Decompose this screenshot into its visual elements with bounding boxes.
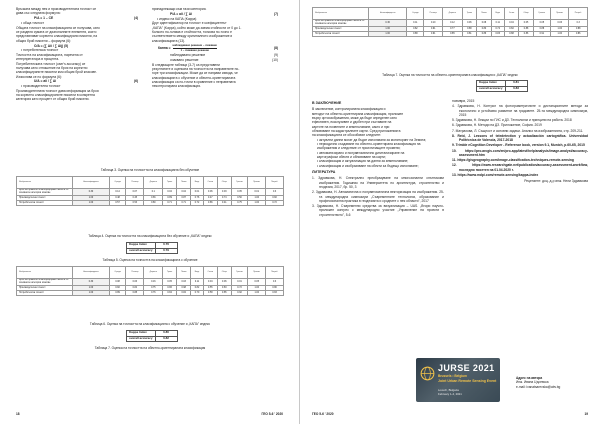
text-line: класификацията с обучение и обектно-ориентираната: [152, 75, 236, 80]
table-cell: 1.00: [248, 196, 266, 201]
table-row: [17, 291, 284, 296]
table-cell: 0.82: [191, 286, 203, 291]
table-cell: 0.04: [177, 189, 191, 196]
text-line: съответствието между оригиналното изображение и: [152, 34, 233, 39]
table-cell: 0.81: [462, 32, 476, 37]
table-cell: 0.80: [477, 27, 492, 32]
list-item: • класификация и изобразяване на обекти за бъдещо използване;: [317, 163, 419, 168]
table-cell: 0.86: [569, 32, 588, 37]
column-header: Вода: [191, 267, 203, 279]
column-header: Сенки: [504, 8, 519, 20]
table-cell: 0.83: [217, 286, 231, 291]
contact-email[interactable]: e-mail: ivanatsarevska@abv.bg: [516, 384, 561, 389]
text-line: категория като процент от общия брой пиксели.: [16, 97, 90, 102]
table-cell: 0.82: [109, 286, 125, 291]
text-line: на класификацията се обособяват следните:: [312, 133, 382, 138]
column-header: Изображение: [17, 177, 73, 189]
table-cell: 0.58: [203, 291, 217, 296]
metric-label: overall accuracy: [127, 336, 156, 342]
table-cell: 0.01: [191, 189, 203, 196]
column-header: Грешка: [533, 8, 550, 20]
table-cell: 0.86: [203, 201, 217, 206]
table-cell: 0.11: [407, 20, 424, 27]
table-cell: 0.85: [217, 291, 231, 296]
column-header: Дървета: [144, 267, 163, 279]
text-line: ефективен, ексклузивен и удобен при съставяне на: [312, 120, 392, 125]
column-header: Общо: [217, 267, 231, 279]
table-cell: 0.16: [144, 279, 163, 286]
table-4-caption: Таблица 4. Оценка на точността на класификацията без обучение и „КАПА" индекс: [88, 234, 212, 238]
metric-value: 0.79: [155, 248, 177, 254]
metric-value: 0.76: [155, 243, 177, 249]
left-column-1: [16, 7, 144, 102]
table-header-row: [313, 8, 588, 20]
text-line: интерпретатора в процента.: [16, 57, 60, 62]
column-header: Изображение: [313, 8, 369, 20]
table-header-row: [17, 267, 284, 279]
table-cell: 0.80: [144, 201, 163, 206]
table-cell: 0.41: [217, 201, 231, 206]
table-cell: 0.87: [177, 196, 191, 201]
table-cell: 1.00: [248, 291, 266, 296]
table-cell: 0.71: [177, 201, 191, 206]
column-header: Потреб.: [266, 177, 284, 189]
table-cell: 0.91: [424, 27, 443, 32]
list-item: картографски обекти и обновяване на карти;: [317, 155, 386, 160]
table-cell: 0.72: [191, 201, 203, 206]
column-header: Общо: [519, 8, 533, 20]
table-cell: 0.11: [191, 279, 203, 286]
table-7-caption: Таблица 7. Оценка на точността на обектно-ориентираната класификация: [94, 346, 206, 350]
metric-label: Kappa Index: [127, 243, 156, 249]
table-cell: 1.00: [551, 32, 569, 37]
list-item: • периодично създаване на обектно-ориентирана класификация на: [317, 141, 421, 146]
table-cell: 0.75: [231, 201, 248, 206]
table-cell: 0.92: [231, 291, 248, 296]
reference-link[interactable]: 13. https://www.mdpi.com/remote-sensing/kappa-index: [452, 173, 539, 178]
table-cell: 1.00: [551, 27, 569, 32]
column-header: Сгради: [109, 267, 125, 279]
column-header: Сенки: [203, 267, 217, 279]
text-line: В следващите таблици (3-7) са представени: [152, 62, 220, 67]
table-3: [16, 176, 284, 206]
table-cell: 0.86: [477, 32, 492, 37]
table-row: [313, 32, 588, 37]
row-label: Потребителска точност: [17, 291, 73, 296]
text-line: дава със следната формула:: [16, 11, 61, 16]
table-3-caption: Таблица 3. Оценка на точността на класификацията без обучение: [100, 168, 200, 172]
text-line: картите на почвените и земеползване, както и при: [312, 124, 390, 129]
metric-value: 0.83: [505, 86, 527, 92]
row-label: Брой на правилно класифицирани пиксели по основните категории класове: [17, 279, 73, 286]
reference-item: 7. Матрахова, Л. Същност и основни задачи. Анализ на изображенията, стр. 209-211.: [452, 128, 584, 133]
row-label: Производителна точност: [17, 286, 73, 291]
text-line: на коректно класифицираните пиксели в конкретна: [16, 93, 95, 98]
table-cell: 0.72: [231, 286, 248, 291]
reference-link[interactable]: 11. https://gisgeography.com/image-classification-techniques-remote-sensing: [452, 158, 574, 163]
text-line: класификацията (13).: [152, 38, 186, 43]
column-header: Трева: [462, 8, 476, 20]
table-cell: 0.45: [126, 196, 144, 201]
table-row: [17, 189, 284, 196]
table-cell: 0.08: [477, 20, 492, 27]
text-line: неконтролирана класификация.: [152, 84, 201, 89]
table-cell: 0.75: [144, 286, 163, 291]
reference-item: 6. Здравкова, Н. Методи на ДЗ. Приложение, София. 2019: [452, 123, 542, 128]
row-label: Потребителска точност: [17, 201, 73, 206]
equation-4: P/A = 1 – CE (4): [34, 16, 138, 21]
table-cell: 1.00: [73, 201, 110, 206]
table-cell: 0.71: [163, 201, 177, 206]
table-cell: 0.30: [369, 20, 407, 27]
table-cell: 0.06: [217, 279, 231, 286]
text-line: Производителната точност дава информация за броя: [16, 88, 99, 93]
left-column-2: [152, 7, 284, 89]
table-8-caption: Таблица 7. Оценка на точността на обектно-ориентираната класификация и „КАПА" индекс: [382, 73, 518, 77]
table-cell: 0.86: [519, 32, 533, 37]
equation-10: очаквано решение (10): [170, 57, 278, 62]
banner-date: February 1-4, 2021: [438, 392, 462, 396]
text-line: В заключение, контролираната класификация и: [312, 107, 386, 112]
table-cell: 0.85: [443, 32, 463, 37]
column-header: Произв.: [248, 177, 266, 189]
table-cell: 0.1: [144, 189, 163, 196]
equation-8: Каппа = наблюдавано решение − очаквано 1 − очаквано решение (8): [158, 44, 278, 52]
table-6: [126, 330, 178, 342]
equation-7: P/A = aii / ∑ Ai (7): [170, 11, 278, 16]
column-header: Неласифицирано: [369, 8, 407, 20]
equation-6: U/A = aii / ∑ Ai (6): [34, 79, 138, 84]
table-cell: 0.3: [266, 189, 284, 196]
metric-label: overall accuracy: [127, 248, 156, 254]
column-header: Пътища: [424, 8, 443, 20]
equation-9: наблюдавано решение (9): [170, 52, 278, 57]
contact-line: Инж. Ивана Църевска: [516, 380, 549, 385]
table-8: [476, 80, 528, 92]
table-cell: 0.06: [551, 20, 569, 27]
table-header-row: [17, 177, 284, 189]
banner-place: Lovech, Bulgaria: [438, 388, 459, 392]
reference-item: 8. Reid, J. Lessons of teledetection y actualización cartográfica. Universidad Politécnica de Valencia, 2017-2018: [452, 133, 588, 143]
table-6-caption: Таблица 6. Оценка на точността на класификацията с обучение и „КАПА" индекс: [89, 322, 211, 326]
table-cell: 0.70: [191, 291, 203, 296]
table-row: [313, 20, 588, 27]
list-item: • актуални данни могат да бъдат използвани за мониторинг на Земята;: [317, 137, 427, 142]
text-line: класифицираните пиксели към общия брой класове.: [16, 70, 97, 75]
table-cell: 0.53: [126, 201, 144, 206]
column-header: Пътища: [126, 177, 144, 189]
table-cell: 0.88: [462, 27, 476, 32]
conference-banner: [416, 358, 500, 402]
table-cell: 0.74: [491, 27, 504, 32]
table-cell: 0.05: [163, 279, 177, 286]
column-header: Грешка: [231, 177, 248, 189]
table-cell: 0.88: [519, 27, 533, 32]
text-line: „КАПА" (Kappa), който може да заема стойности от 0 до 1.: [152, 25, 242, 30]
table-cell: 0.01: [231, 279, 248, 286]
table-cell: 0.30: [73, 189, 110, 196]
table-cell: 0.88: [126, 291, 144, 296]
column-header: Сенки: [203, 177, 217, 189]
row-label: Брой на правилно класифицирани пиксели по основните категории класове: [313, 20, 369, 27]
list-item: • автоматизирано и полуавтоматично дигитализиране на: [317, 150, 405, 155]
text-line: горе три класификации. Може да се направи извода, че: [152, 71, 238, 76]
column-header: Сгради: [109, 177, 125, 189]
table-cell: 0.03: [177, 279, 191, 286]
text-line: върху ортоизображения, може да бъде определен като: [312, 115, 397, 120]
text-line: общия брой пиксели – формула (6):: [16, 38, 72, 43]
column-header: Произв.: [248, 267, 266, 279]
table-cell: 1.00: [73, 291, 110, 296]
column-header: Общо: [217, 177, 231, 189]
table-cell: 0.07: [126, 189, 144, 196]
table-cell: 0.89: [163, 196, 177, 201]
table-cell: 0.82: [504, 27, 519, 32]
text-line: принадлежащи към тази категория.: [152, 7, 207, 11]
right-page: [300, 0, 600, 424]
metric-value: 0.81: [505, 81, 527, 87]
table-cell: 0.06: [462, 20, 476, 27]
contact-heading: Адрес на автора: [516, 376, 543, 380]
table-cell: 0.88: [533, 27, 550, 32]
table-cell: 0.84: [177, 291, 191, 296]
conclusion-heading: В ЗАКЛЮЧЕНИЕ: [312, 101, 342, 105]
list-item: изображения и следствие от произтичащите промени;: [317, 146, 401, 151]
table-cell: 0.3: [569, 20, 588, 27]
equation-note: • обща точност: [21, 21, 45, 26]
text-line: Потребителската точност (user's accuracy) се: [16, 61, 86, 66]
column-header: Потреб.: [266, 267, 284, 279]
reference-link[interactable]: 12. https://www.researchgate.net/publication/accuracy-assessment-workflow, последно посетен на 01.04.2020 г.: [452, 163, 588, 172]
page-number: 18: [16, 411, 20, 416]
metric-label: Kappa Index: [127, 331, 156, 337]
table-cell: 1.00: [248, 286, 266, 291]
metric-label: overall accuracy: [477, 86, 506, 92]
table-cell: 0.02: [163, 189, 177, 196]
table-cell: 1.00: [369, 32, 407, 37]
column-header: Почва: [177, 177, 191, 189]
table-cell: 0.84: [163, 291, 177, 296]
right-column-1: [312, 99, 444, 218]
table-cell: 0.89: [109, 291, 125, 296]
metric-value: 0.80: [155, 331, 177, 337]
text-line: представляват коректно класифицирани пиксели, на: [16, 34, 98, 39]
table-cell: 0.84: [126, 286, 144, 291]
table-row: [477, 86, 528, 92]
reference-item: 4. Здравкова, Н. Контрол на фотограметричните и дистанционните методи за екологично и устойчиво развитие на градовете. 25-та международна симпозиум, 2015: [452, 104, 588, 117]
reference-link[interactable]: 10. https://pro.arcgis.com/en/pro-app/latest/help/analysis/image-analyst/accuracy-assessment.htm: [452, 148, 588, 158]
text-line: методът на обектно-ориентирана класификация, приложен: [312, 111, 404, 116]
text-line: Колкото по-голяма е стойността, толкова по-точно е: [152, 29, 232, 34]
table-5-caption: Таблица 5. Оценка на точността на класификацията с обучение: [102, 258, 198, 262]
table-cell: 0.72: [266, 201, 284, 206]
table-7: [312, 7, 588, 37]
row-label: Производителна точност: [313, 27, 369, 32]
column-header: Вода: [491, 8, 504, 20]
column-header: Изображение: [17, 267, 73, 279]
table-cell: 1.00: [248, 201, 266, 206]
table-cell: 1.00: [73, 196, 110, 201]
journal-issue: ГЕО 5-6 ' 2020: [261, 411, 283, 416]
table-cell: 0.48: [109, 196, 125, 201]
reference-item: 1. Здравкова, Н. Спектрално преобразуване на многозонални спътникови изображения. Годишник на Университета по архитектура, строителство и геодезия, 2017, бр. 50, 3: [312, 176, 444, 189]
text-line: обновяване на кадастралните карти. Сред приложенията: [312, 128, 401, 133]
text-line: се разделя сумата от диагоналните елементи, които: [16, 29, 97, 34]
equation-note: • потребителска точност: [21, 48, 59, 53]
table-cell: 0.05: [231, 189, 248, 196]
table-cell: 0.88: [504, 32, 519, 37]
reviewer-note: Рецензент: доц. д-р инж. Нели Здравкова: [524, 178, 588, 183]
table-cell: 0.80: [266, 286, 284, 291]
table-cell: 0.82: [266, 196, 284, 201]
text-line: Изчислява се по формула (6):: [16, 74, 62, 79]
table-cell: 1.00: [369, 27, 407, 32]
table-cell: 0.03: [217, 189, 231, 196]
right-column-2: [452, 99, 588, 183]
table-row: [17, 201, 284, 206]
table-cell: 0.83: [491, 32, 504, 37]
row-label: Потребителска точност: [313, 32, 369, 37]
table-cell: 0.57: [109, 201, 125, 206]
column-header: Почва: [477, 8, 492, 20]
equation-5: O/A = (∑ Aii / ∑ Aij) (5): [34, 43, 69, 48]
column-header: Произв.: [551, 8, 569, 20]
table-cell: 0.55: [203, 286, 217, 291]
banner-subtitle: Brussels • Belgium: [438, 374, 467, 378]
text-line: резултатите и оценката на точността на направените по-: [152, 67, 240, 72]
table-cell: 0.3: [266, 279, 284, 286]
literature-heading: ЛИТЕРАТУРА: [312, 170, 336, 175]
table-cell: 0.91: [424, 32, 443, 37]
table-cell: 0.05: [533, 20, 550, 27]
table-cell: 0.86: [163, 286, 177, 291]
table-row: [17, 279, 284, 286]
text-line: Връзката между нея и производителната точност се: [16, 7, 97, 11]
table-cell: 1.00: [73, 286, 110, 291]
journal-issue: ГЕО 5-6 ' 2020: [312, 411, 334, 416]
metric-label: Kappa Index: [477, 81, 506, 87]
column-header: Трева: [163, 267, 177, 279]
column-header: Дървета: [443, 8, 463, 20]
equation-note: • производителна точност: [21, 84, 61, 89]
equation-note: • индекс на КАПА (Kappa): [157, 16, 197, 21]
table-cell: 0.01: [248, 189, 266, 196]
column-header: Неласифицирано: [73, 177, 110, 189]
table-cell: 0.50: [231, 196, 248, 201]
metric-value: 0.82: [155, 336, 177, 342]
table-cell: 0.11: [491, 20, 504, 27]
column-header: Дървета: [144, 177, 163, 189]
reference-item: 2. Здравкова, Н. Автоматична и полуавтоматична векторизация на изображения. 25-та международна симпозиум „Съвременните технологии, образование и професионална практика в геодезията и сродните с нея области", 2017: [312, 190, 444, 203]
table-cell: 0.88: [407, 32, 424, 37]
globe-icon: [420, 366, 435, 381]
column-header: Неласифицирано: [73, 267, 110, 279]
text-line: класификация са по-точни в сравнение с неправената: [152, 80, 236, 85]
table-cell: 0.30: [73, 279, 110, 286]
list-item: • класификация и актуализация на данни за земеползване;: [317, 159, 409, 164]
column-header: Пътища: [126, 267, 144, 279]
text-line: Друг идентификатор на точност е коефициентът: [152, 21, 227, 26]
column-header: Грешка: [231, 267, 248, 279]
table-cell: 0.98: [177, 286, 191, 291]
table-cell: 0.74: [217, 196, 231, 201]
table-cell: 0.66: [144, 196, 163, 201]
author-contact: [516, 376, 596, 389]
text-line: Общата точност на класификацията се получава, като: [16, 25, 100, 30]
table-cell: 0.88: [569, 27, 588, 32]
row-label: Производителна точност: [17, 196, 73, 201]
table-cell: 0.06: [203, 189, 217, 196]
table-cell: 0.77: [443, 27, 463, 32]
table-cell: 0.47: [203, 196, 217, 201]
column-header: Сгради: [407, 8, 424, 20]
table-cell: 0.83: [266, 291, 284, 296]
banner-event: Joint Urban Remote Sensing Event: [438, 379, 497, 383]
table-cell: 0.05: [248, 279, 266, 286]
table-cell: 0.12: [443, 20, 463, 27]
table-cell: 0.14: [109, 189, 125, 196]
banner-title: JURSE 2021: [438, 363, 495, 373]
reference-item: 5. Здравкова, Н. Лекции по ГИС и ДЗ. Технологии и принципи на работа. 2018: [452, 118, 572, 123]
table-5: [16, 266, 284, 296]
column-header: Вода: [191, 177, 203, 189]
reference-item: ноември, 2015: [452, 99, 475, 103]
column-header: Потреб.: [569, 8, 588, 20]
table-4: [126, 242, 178, 254]
table-row: [127, 248, 178, 254]
table-cell: 0.91: [533, 32, 550, 37]
text-line: Точността на класификацията, наречена от: [16, 52, 83, 57]
table-row: [127, 336, 178, 342]
text-line: получава като отношение на броя на коректно: [16, 65, 88, 70]
table-cell: 0.05: [519, 20, 533, 27]
table-cell: 0.04: [203, 279, 217, 286]
table-cell: 0.76: [191, 196, 203, 201]
page-number: 19: [584, 411, 588, 416]
table-cell: 0.04: [504, 20, 519, 27]
column-header: Почва: [177, 267, 191, 279]
reference-item: 3. Здравкова, Н. Съвременни средства за визуализация – UAS. „Втори научно-приложен конгрес с международно участие „Управление на проекти в строителството", 5-6: [312, 204, 444, 217]
table-cell: 0.10: [424, 20, 443, 27]
table-cell: 0.08: [109, 279, 125, 286]
table-cell: 0.76: [144, 291, 163, 296]
table-cell: 0.82: [407, 27, 424, 32]
table-cell: 0.06: [126, 279, 144, 286]
row-label: Брой на правилно класифицирани пиксели по основните категории класове: [17, 189, 73, 196]
column-header: Трева: [163, 177, 177, 189]
reference-item: 9. Trimble eCognition Developer - Reference book, version 9.1, Munich, p.60-65, 2015: [452, 143, 585, 148]
